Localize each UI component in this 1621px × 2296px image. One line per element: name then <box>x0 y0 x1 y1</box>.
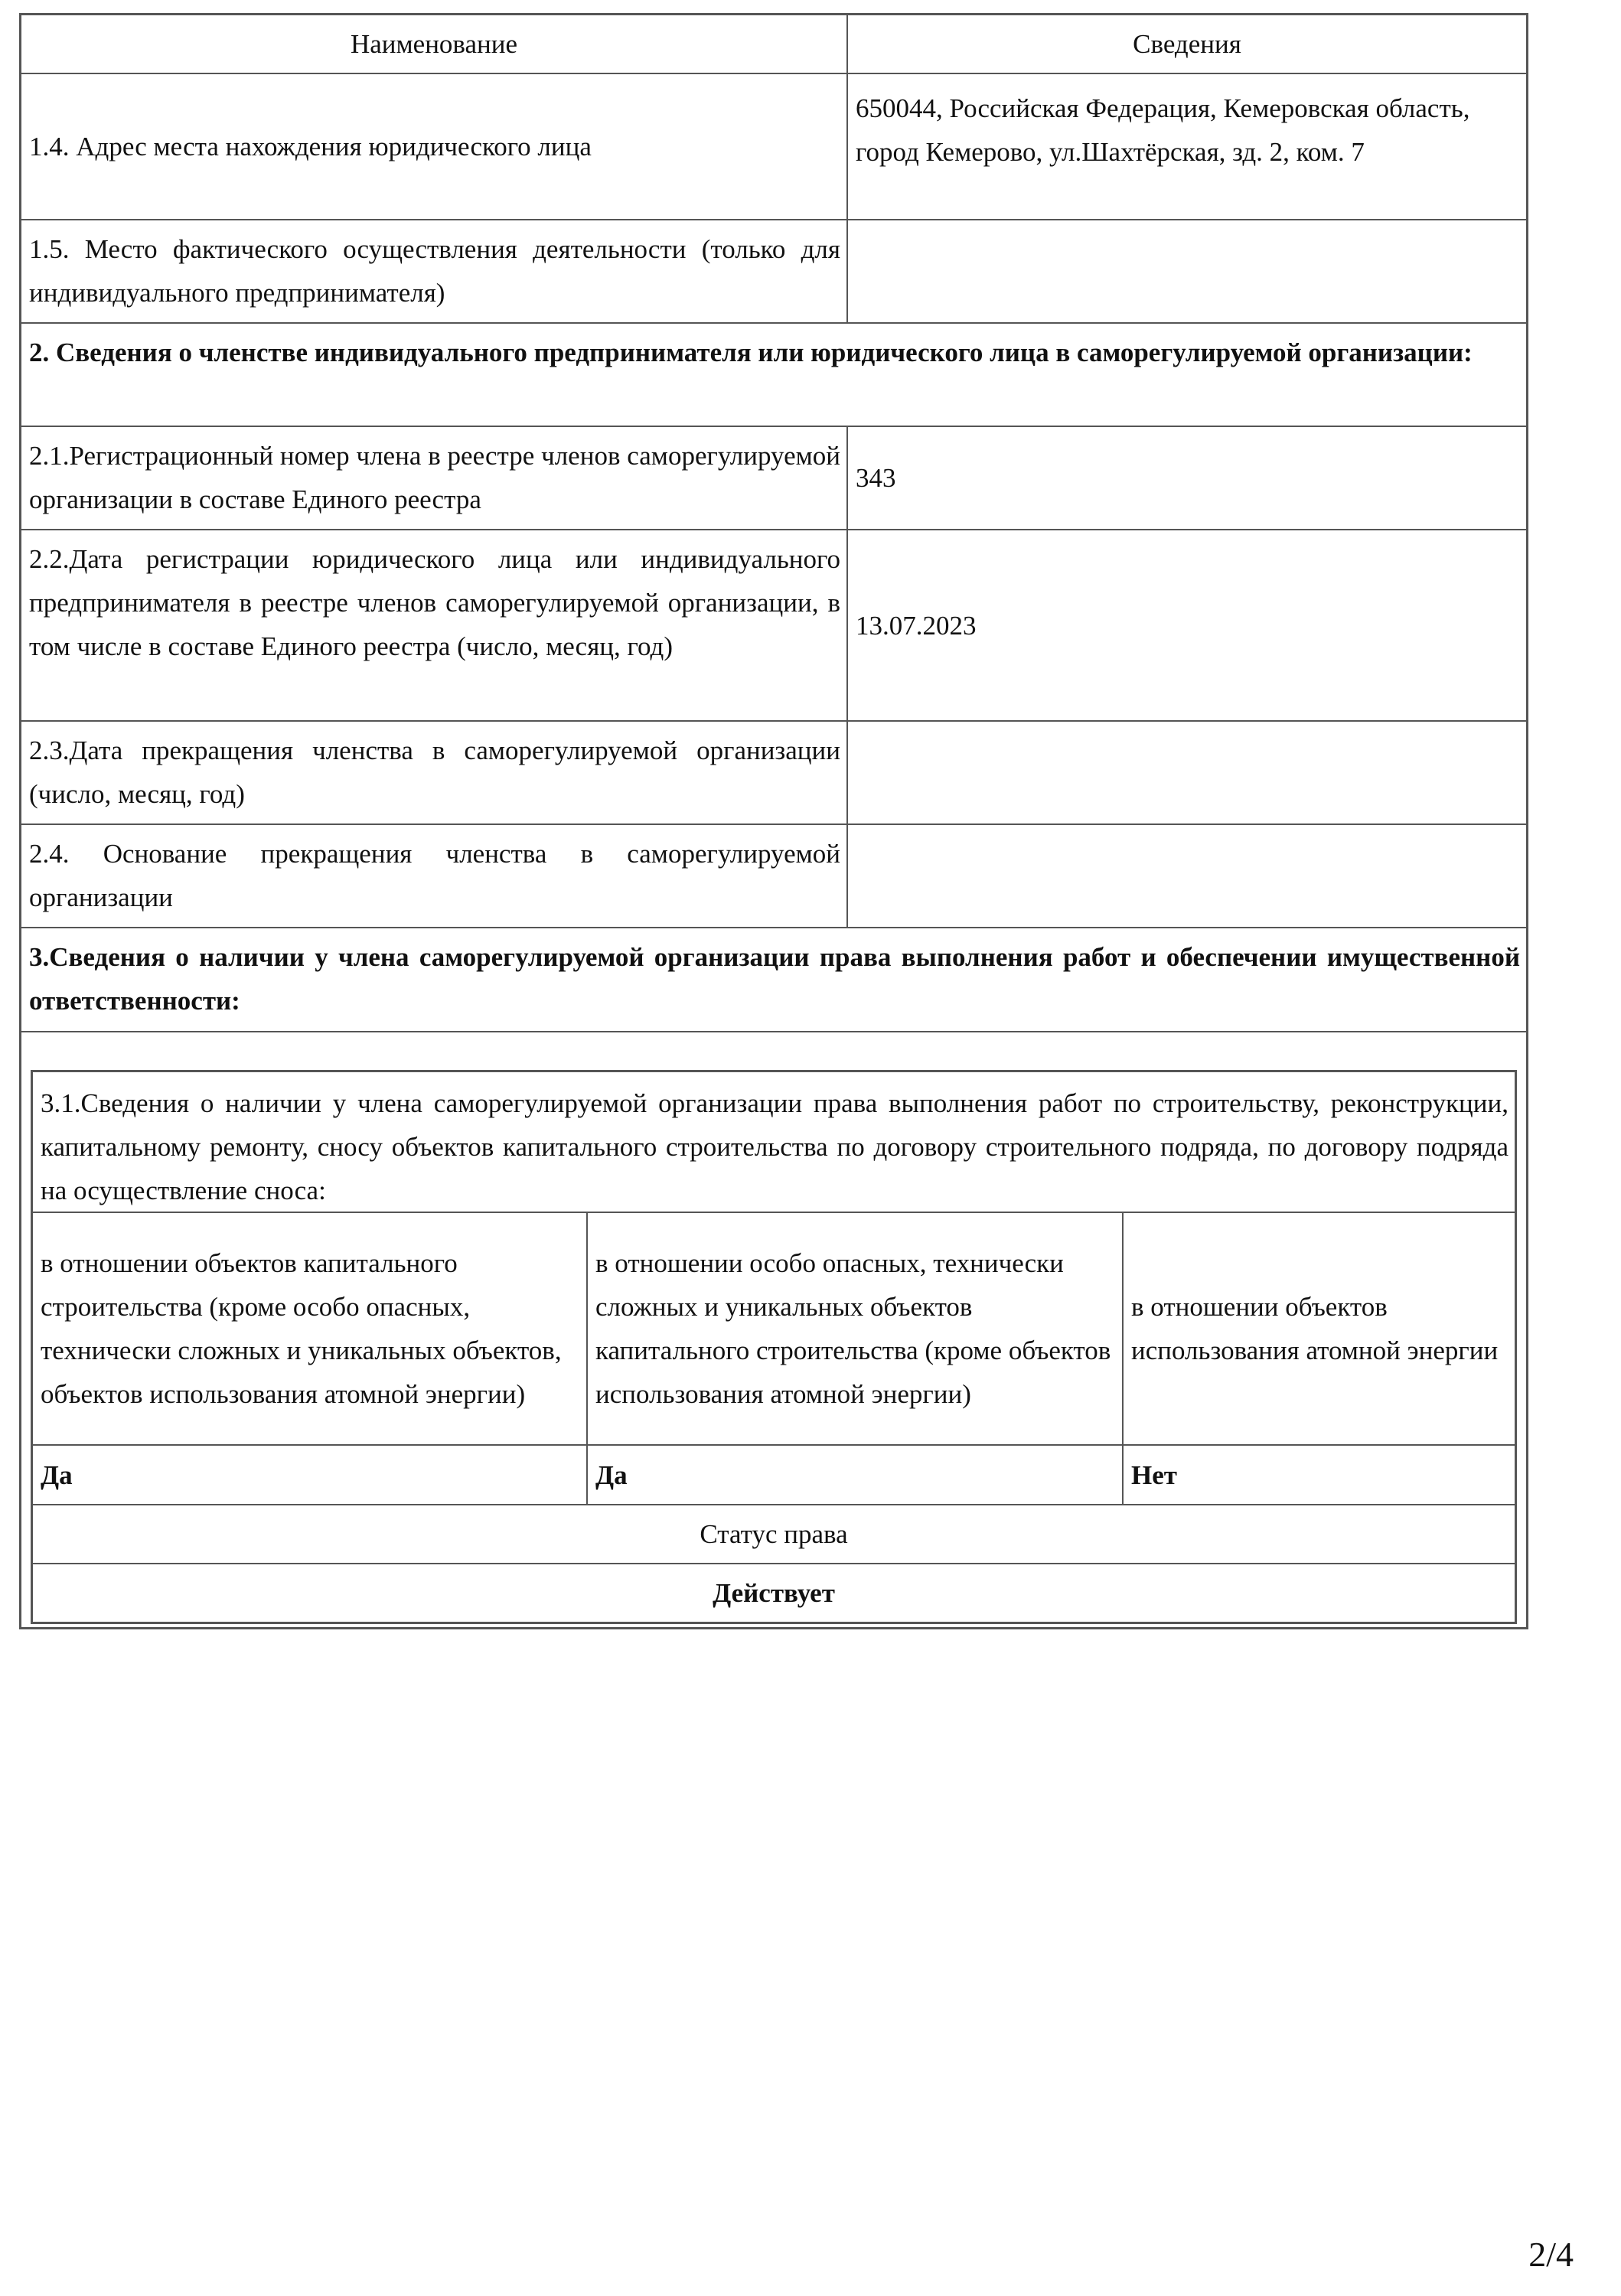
row-2-1-label: 2.1.Регистрационный номер члена в реестре членов саморегулируемой организации в составе Единого реестра <box>21 427 848 529</box>
section-3-heading-row <box>21 928 1526 1032</box>
row-1-5-value <box>848 220 1526 322</box>
status-label-row <box>33 1505 1515 1564</box>
section-2-heading: 2. Сведения о членстве индивидуального предпринимателя или юридического лица в саморегулируемой организации: <box>29 338 1473 367</box>
section-2-heading-row <box>21 324 1526 427</box>
table-row <box>21 530 1526 722</box>
row-1-4-value: 650044, Российская Федерация, Кемеровская область, город Кемерово, ул.Шахтёрская, зд. 2, ком. 7 <box>856 93 1470 167</box>
subtable-value-2: Да <box>588 1446 1124 1504</box>
status-value: Действует <box>713 1578 835 1608</box>
table-row <box>21 220 1526 324</box>
table-row <box>21 825 1526 928</box>
status-value-row <box>33 1564 1515 1622</box>
subtable-column-2: в отношении особо опасных, технически сложных и уникальных объектов капитального строительства (кроме объектов использования атомной энергии) <box>588 1213 1124 1444</box>
row-2-3-value <box>848 722 1526 823</box>
table-row <box>21 74 1526 220</box>
membership-table <box>19 13 1528 1629</box>
row-2-3-label: 2.3.Дата прекращения членства в саморегулируемой организации (число, месяц, год) <box>21 722 848 823</box>
row-2-4-value <box>848 825 1526 927</box>
subtable-column-3: в отношении объектов использования атомной энергии <box>1131 1292 1499 1365</box>
subtable-column-1: в отношении объектов капитального строительства (кроме особо опасных, технически сложных и уникальных объектов, объектов использования атомной энергии) <box>33 1213 588 1444</box>
row-2-2-value: 13.07.2023 <box>856 610 977 641</box>
row-1-4-label: 1.4. Адрес места нахождения юридического лица <box>21 74 848 219</box>
subtable-heading-row <box>33 1072 1515 1213</box>
subtable-value-1: Да <box>33 1446 588 1504</box>
subtable-heading: 3.1.Сведения о наличии у члена саморегулируемой организации права выполнения работ по строительству, реконструкции, капитальному ремонту, сносу объектов капитального строительства по договору строительного подряда, по договору подряда на осуществление сноса: <box>41 1088 1508 1205</box>
status-label: Статус права <box>700 1519 848 1549</box>
row-2-2-label: 2.2.Дата регистрации юридического лица или индивидуального предпринимателя в реестре членов саморегулируемой организации, в том числе в составе Единого реестра (число, месяц, год) <box>21 530 848 720</box>
header-name-column: Наименование <box>21 15 848 73</box>
row-2-1-value: 343 <box>856 463 896 493</box>
row-1-5-label: 1.5. Место фактического осуществления деятельности (только для индивидуального предпринимателя) <box>21 220 848 322</box>
table-header-row <box>21 15 1526 74</box>
subtable-value-3: Нет <box>1131 1459 1177 1490</box>
row-2-4-label: 2.4. Основание прекращения членства в саморегулируемой организации <box>21 825 848 927</box>
rights-subtable <box>31 1070 1517 1624</box>
section-3-heading: 3.Сведения о наличии у члена саморегулируемой организации права выполнения работ и обеспечении имущественной ответственности: <box>29 942 1520 1016</box>
subtable-values-row <box>33 1446 1515 1505</box>
table-row <box>21 722 1526 825</box>
header-info-column: Сведения <box>1133 29 1241 59</box>
subtable-columns-row <box>33 1213 1515 1446</box>
table-row <box>21 427 1526 530</box>
page-number: 2/4 <box>1528 2235 1574 2274</box>
